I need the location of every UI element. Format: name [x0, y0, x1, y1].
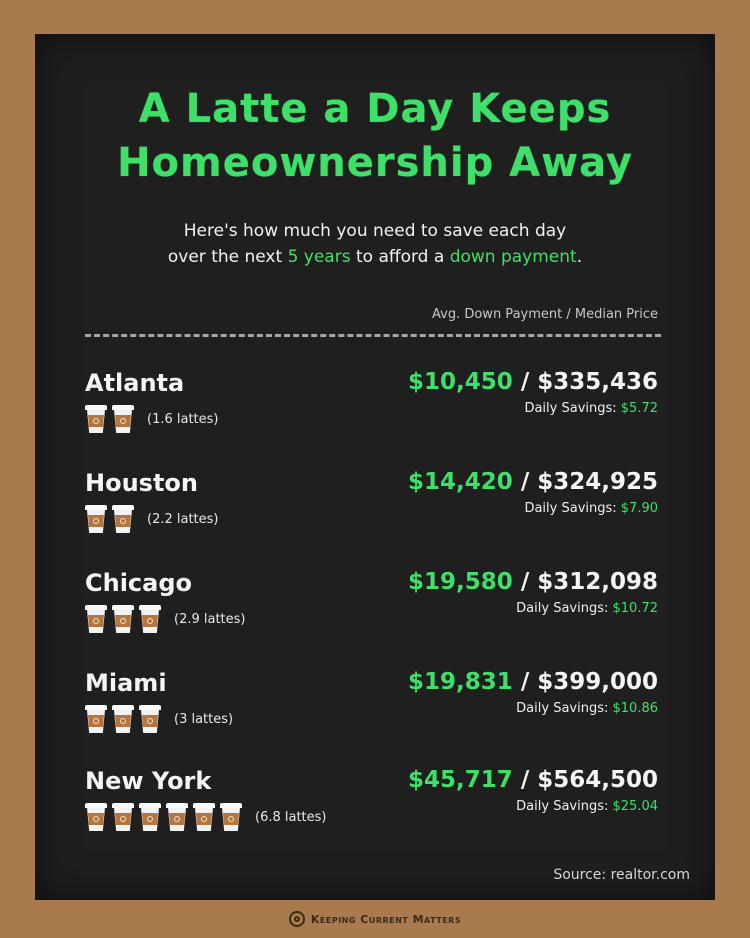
median-price-value: $312,098 — [537, 569, 658, 595]
price-pair — [408, 569, 658, 595]
coffee-cup-icon — [85, 705, 107, 733]
down-payment-value: $10,450 — [408, 369, 513, 395]
price-separator: / — [512, 469, 538, 495]
dashed-divider — [85, 334, 661, 337]
median-price-value: $399,000 — [537, 669, 658, 695]
coffee-cup-icon — [139, 705, 161, 733]
down-payment-value: $19,831 — [408, 669, 513, 695]
city-row — [35, 669, 715, 759]
daily-savings — [524, 501, 658, 516]
latte-count: (6.8 lattes) — [255, 809, 327, 825]
price-separator: / — [512, 369, 538, 395]
latte-count: (1.6 lattes) — [147, 411, 219, 427]
subtitle-period: . — [576, 247, 583, 267]
daily-savings — [524, 401, 658, 416]
coffee-cup-icon — [112, 705, 134, 733]
latte-cups — [85, 605, 246, 633]
latte-cups — [85, 803, 327, 831]
daily-savings-value: $7.90 — [620, 501, 658, 516]
source-credit: Source: realtor.com — [553, 867, 690, 883]
price-pair — [408, 469, 658, 495]
coffee-cup-icon — [85, 605, 107, 633]
price-pair — [408, 369, 658, 395]
median-price-value: $335,436 — [537, 369, 658, 395]
page-title-line-1: A Latte a Day Keeps — [138, 86, 612, 132]
footer-brand: Keeping Current Matters — [310, 912, 462, 926]
subtitle-line-2 — [35, 244, 715, 270]
city-name: Houston — [85, 469, 198, 497]
price-pair — [408, 669, 658, 695]
city-name: Atlanta — [85, 369, 185, 397]
coffee-cup-icon — [112, 803, 134, 831]
latte-cups — [85, 505, 219, 533]
daily-savings-label: Daily Savings: — [516, 799, 613, 814]
latte-cups — [85, 705, 233, 733]
daily-savings — [516, 701, 658, 716]
column-header: Avg. Down Payment / Median Price — [432, 307, 658, 322]
coffee-cup-icon — [220, 803, 242, 831]
coffee-cup-icon — [85, 405, 107, 433]
page-title-line-2: Homeownership Away — [117, 140, 633, 186]
daily-savings-value: $25.04 — [612, 799, 658, 814]
chalkboard — [35, 34, 715, 900]
coffee-cup-icon — [112, 405, 134, 433]
down-payment-value: $45,717 — [408, 767, 513, 793]
daily-savings-label: Daily Savings: — [524, 401, 621, 416]
city-name: Chicago — [85, 569, 193, 597]
city-name: Miami — [85, 669, 167, 697]
kcm-logo-icon — [289, 911, 305, 927]
latte-count: (3 lattes) — [174, 711, 234, 727]
daily-savings-label: Daily Savings: — [516, 601, 613, 616]
price-separator: / — [512, 569, 538, 595]
footer — [0, 908, 750, 930]
city-row — [35, 369, 715, 459]
daily-savings-value: $10.72 — [612, 601, 658, 616]
price-pair — [408, 767, 658, 793]
coffee-cup-icon — [85, 803, 107, 831]
city-name: New York — [85, 767, 212, 795]
daily-savings — [516, 799, 658, 814]
price-separator: / — [512, 767, 538, 793]
daily-savings — [516, 601, 658, 616]
latte-cups — [85, 405, 219, 433]
coffee-cup-icon — [139, 605, 161, 633]
median-price-value: $324,925 — [537, 469, 658, 495]
coffee-cup-icon — [112, 605, 134, 633]
latte-count: (2.2 lattes) — [147, 511, 219, 527]
down-payment-value: $14,420 — [408, 469, 513, 495]
city-row — [35, 767, 715, 857]
coffee-cup-icon — [166, 803, 188, 831]
daily-savings-value: $10.86 — [612, 701, 658, 716]
coffee-cup-icon — [193, 803, 215, 831]
coffee-cup-icon — [139, 803, 161, 831]
latte-count: (2.9 lattes) — [174, 611, 246, 627]
subtitle-text: to afford a — [350, 247, 450, 267]
price-separator: / — [512, 669, 538, 695]
down-payment-value: $19,580 — [408, 569, 513, 595]
subtitle-text: over the next — [167, 247, 288, 267]
city-row — [35, 569, 715, 659]
subtitle-down-payment-highlight: down payment — [449, 247, 577, 267]
coffee-cup-icon — [85, 505, 107, 533]
daily-savings-value: $5.72 — [620, 401, 658, 416]
city-row — [35, 469, 715, 559]
median-price-value: $564,500 — [537, 767, 658, 793]
daily-savings-label: Daily Savings: — [516, 701, 613, 716]
subtitle-years-highlight: 5 years — [287, 247, 351, 267]
coffee-cup-icon — [112, 505, 134, 533]
subtitle-line-1: Here's how much you need to save each day — [183, 221, 567, 241]
daily-savings-label: Daily Savings: — [524, 501, 621, 516]
